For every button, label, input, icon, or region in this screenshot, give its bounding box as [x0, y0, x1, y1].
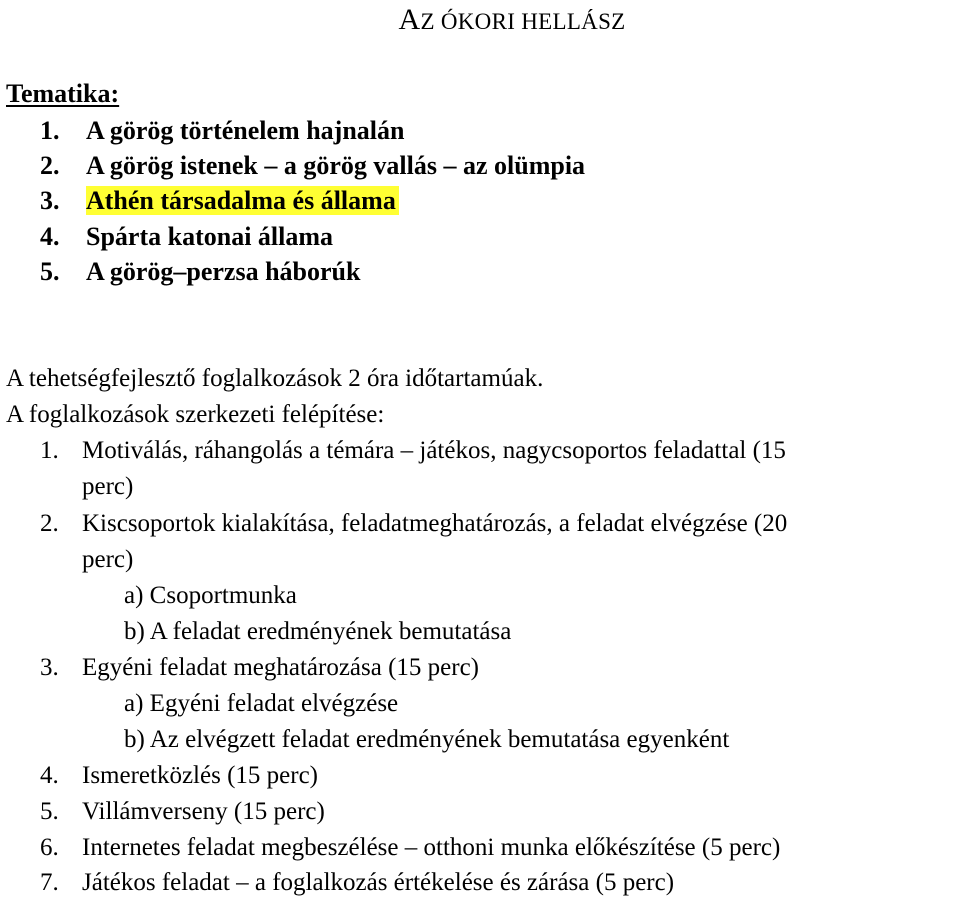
page-title-initial: A: [398, 3, 421, 36]
step-item: [40, 796, 325, 828]
step-item: [40, 867, 674, 899]
tematika-heading: Tematika:: [6, 79, 120, 108]
page-title: [0, 2, 960, 40]
step-continuation: perc): [82, 546, 134, 573]
topic-item: [40, 256, 360, 288]
step-number: 7.: [40, 869, 59, 896]
topic-number: 3.: [40, 186, 60, 215]
step-subitem: b) A feladat eredményének bemutatása: [124, 618, 512, 645]
topic-item-highlighted: [40, 185, 399, 217]
step-number: 4.: [40, 762, 59, 789]
topic-item: [40, 221, 333, 253]
step-continuation: perc): [82, 473, 134, 500]
step-text: Motiválás, ráhangolás a témára – játékos, nagycsoportos feladattal (15: [82, 437, 786, 464]
structure-heading: A foglalkozások szerkezeti felépítése:: [6, 401, 385, 428]
step-text: Ismeretközlés (15 perc): [82, 762, 318, 789]
topic-number: 5.: [40, 257, 60, 286]
step-subitem: a) Egyéni feladat elvégzése: [124, 690, 399, 717]
topic-number: 4.: [40, 222, 60, 251]
step-number: 6.: [40, 834, 59, 861]
intro-line: A tehetségfejlesztő foglalkozások 2 óra időtartamúak.: [6, 365, 544, 392]
step-subitem: a) Csoportmunka: [124, 582, 297, 609]
topic-text: Spárta katonai állama: [86, 222, 334, 251]
step-item: [40, 508, 787, 540]
topic-item: [40, 150, 585, 182]
step-number: 1.: [40, 437, 59, 464]
step-text: Játékos feladat – a foglalkozás értékelése és zárása (5 perc): [82, 869, 675, 896]
page-title-rest: Z ÓKORI HELLÁSZ: [420, 9, 626, 34]
step-item: [40, 760, 318, 792]
step-text: Villámverseny (15 perc): [82, 798, 325, 825]
topic-number: 1.: [40, 116, 60, 145]
step-item: [40, 652, 479, 684]
step-item: [40, 435, 786, 467]
step-text: Egyéni feladat meghatározása (15 perc): [82, 654, 480, 681]
step-number: 5.: [40, 798, 59, 825]
topic-text: A görög istenek – a görög vallás – az olümpia: [86, 151, 586, 180]
topic-text: A görög történelem hajnalán: [86, 116, 405, 145]
topic-text: A görög–perzsa háborúk: [86, 257, 361, 286]
step-number: 3.: [40, 654, 59, 681]
step-subitem: b) Az elvégzett feladat eredményének bemutatása egyenként: [124, 726, 730, 753]
step-text: Kiscsoportok kialakítása, feladatmeghatározás, a feladat elvégzése (20: [82, 510, 788, 537]
step-item: [40, 832, 780, 864]
topic-number: 2.: [40, 151, 60, 180]
topic-item: [40, 115, 404, 147]
step-number: 2.: [40, 510, 59, 537]
topic-text-highlighted: Athén társadalma és állama: [86, 186, 399, 215]
step-text: Internetes feladat megbeszélése – otthoni munka előkészítése (5 perc): [82, 834, 781, 861]
